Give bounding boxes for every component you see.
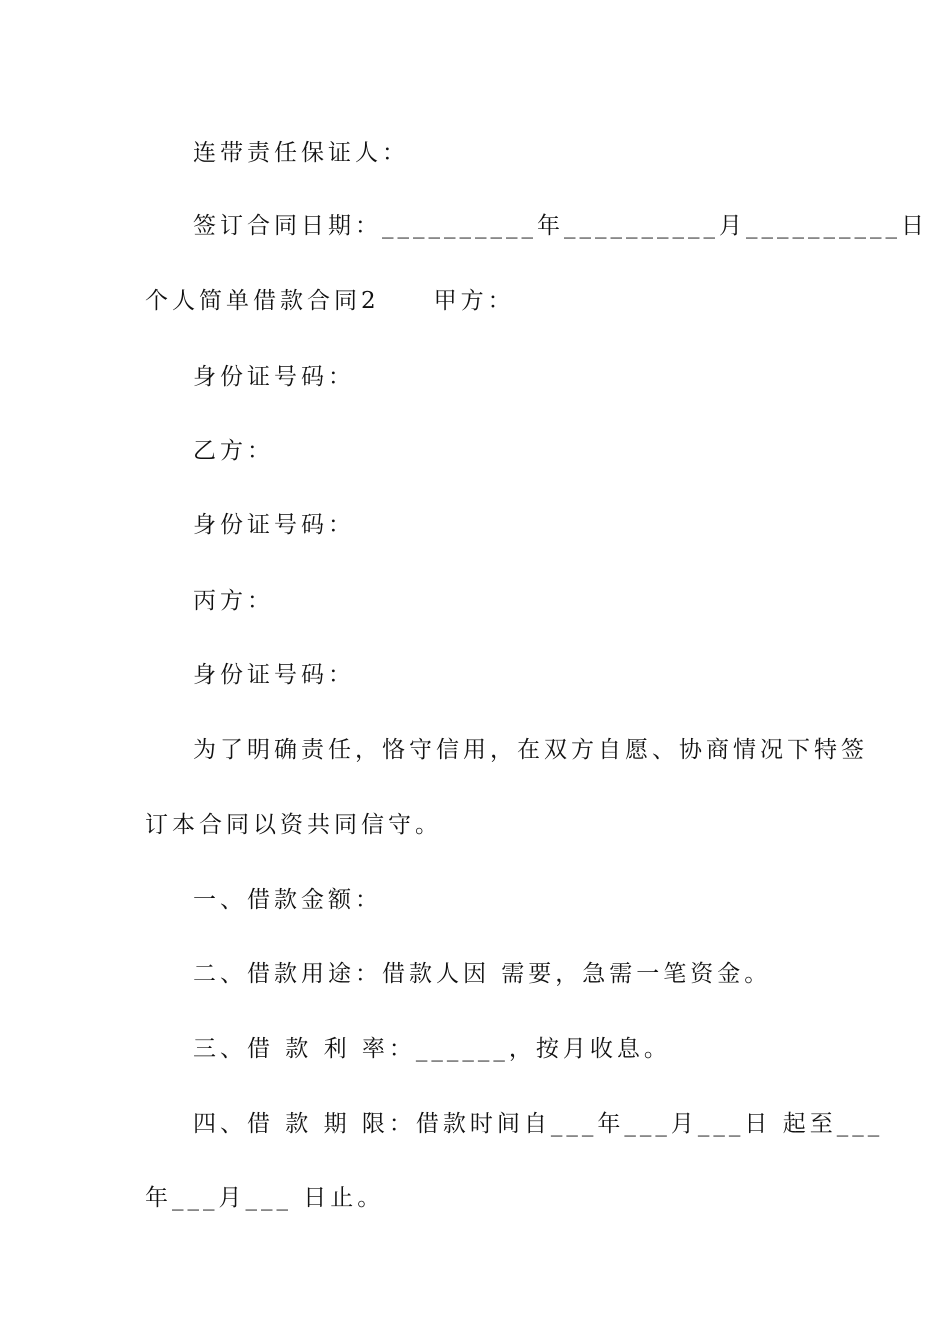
clause-loan-amount: 一、借款金额：: [193, 887, 382, 913]
preamble-line-2: 订本合同以资共同信守。: [145, 812, 442, 838]
party-b-line: 乙方：: [193, 438, 274, 464]
contract-title-party-a: 个人简单借款合同2 甲方：: [145, 288, 515, 314]
preamble-line-1: 为了明确责任，恪守信用，在双方自愿、协商情况下特签: [193, 737, 868, 763]
clause-loan-term-2: 年___月___ 日止。: [145, 1185, 385, 1211]
party-c-line: 丙方：: [193, 588, 274, 614]
party-b-id-line: 身份证号码：: [193, 512, 355, 538]
party-a-id-line: 身份证号码：: [193, 364, 355, 390]
party-c-id-line: 身份证号码：: [193, 662, 355, 688]
guarantor-line: 连带责任保证人：: [193, 140, 409, 166]
clause-interest-rate: 三、借 款 利 率：______，按月收息。: [193, 1036, 671, 1062]
signing-date-line: 签订合同日期：__________年__________月__________日: [193, 213, 928, 239]
clause-loan-purpose: 二、借款用途：借款人因 需要，急需一笔资金。: [193, 961, 772, 987]
clause-loan-term-1: 四、借 款 期 限：借款时间自___年___月___日 起至___: [193, 1111, 884, 1137]
